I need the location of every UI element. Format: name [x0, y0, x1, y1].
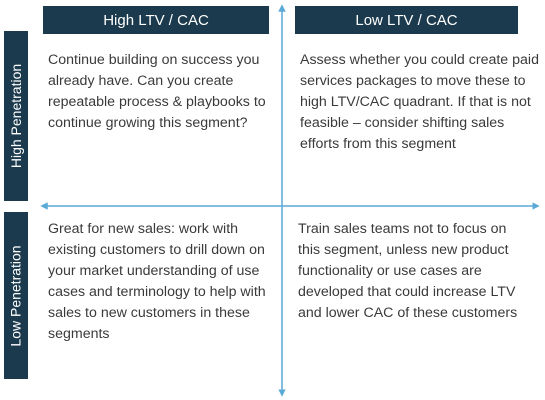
column-header-low-ltv-cac: Low LTV / CAC	[295, 6, 518, 34]
quadrant-low-ltv-low-penetration-text: Train sales teams not to focus on this segment, unless new product functionality or use cases are developed that could increase LTV and lower CAC of these customers	[298, 221, 518, 321]
column-header-high-ltv-cac: High LTV / CAC	[43, 6, 269, 34]
quadrant-low-ltv-high-penetration-text: Assess whether you could create paid services packages to move these to high LTV/CAC quadrant. If that is not feasible – consider shifting sales efforts from this segment	[300, 52, 539, 152]
quadrant-high-ltv-high-penetration-text: Continue building on success you already have. Can you create repeatable process & playbooks to continue growing this segment?	[48, 52, 266, 131]
row-header-low-penetration-label: Low Penetration	[8, 244, 24, 347]
row-header-high-penetration-label: High Penetration	[8, 63, 25, 169]
quadrant-high-ltv-low-penetration-text: Great for new sales: work with existing customers to drill down on your market understanding of use cases and terminology to help with sales to new customers in these segments	[48, 221, 266, 342]
